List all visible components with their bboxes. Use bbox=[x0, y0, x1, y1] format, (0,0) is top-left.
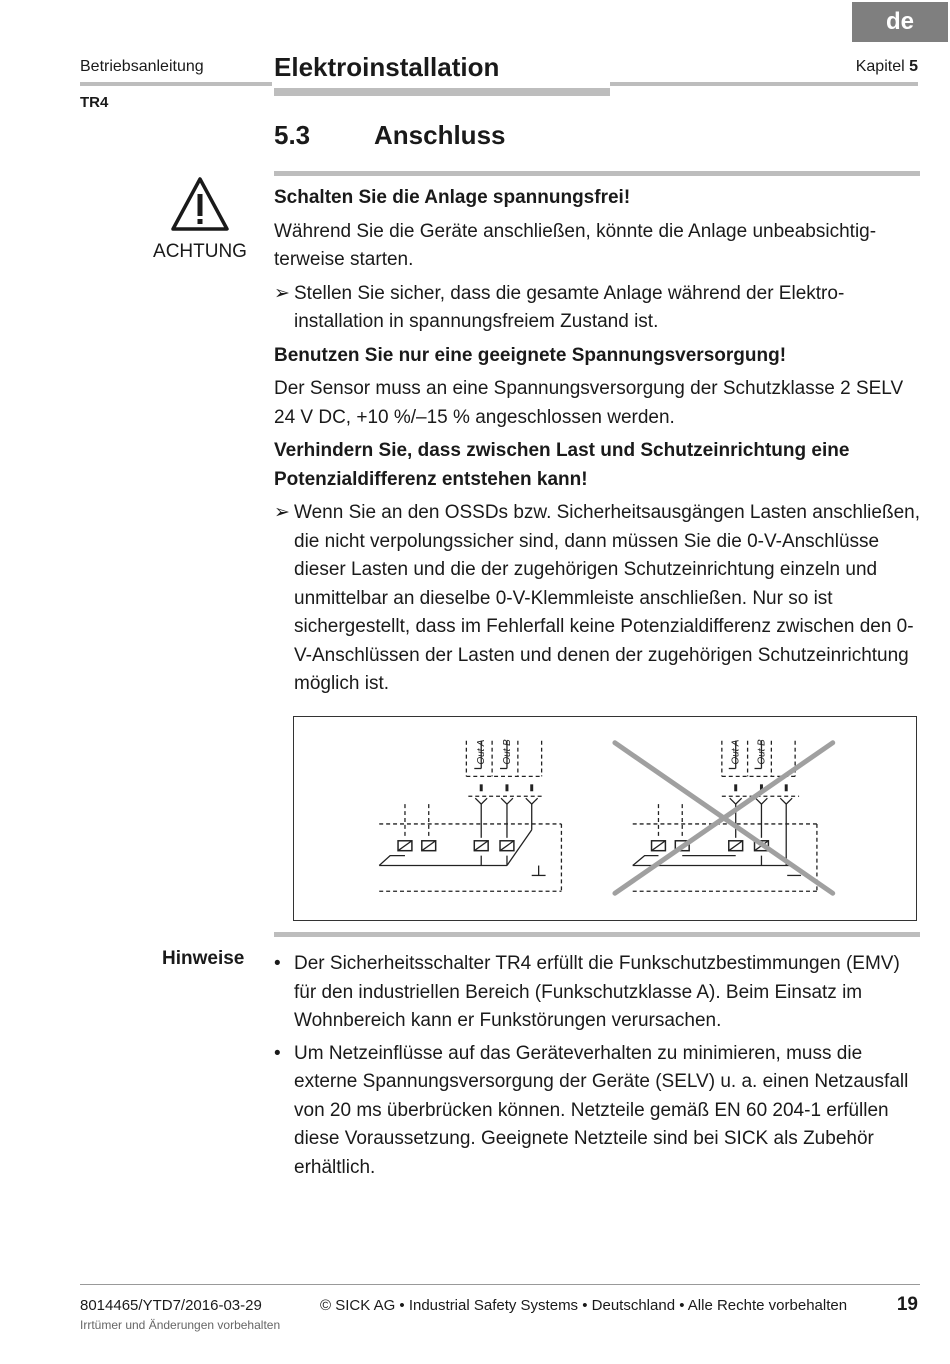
out-a-label-right: Out A bbox=[730, 739, 742, 765]
note-text: Um Netzeinflüsse auf das Geräteverhalten zu minimieren, muss die externe Spannungsversorgung der Geräte (SELV) u. a. einen Netzausfall von 20 ms überbrücken können. Netzteile gemäß EN 60 204-1 erfüllen diese Voraussetzung. Geeignete Netzteile sind bei SICK als Zubehör erhältlich. bbox=[294, 1042, 909, 1178]
section-number: 5.3 bbox=[274, 120, 311, 150]
footer-rule bbox=[80, 1284, 920, 1285]
header-chapter bbox=[856, 58, 918, 76]
chapter-label: Kapitel bbox=[855, 58, 905, 75]
step-text: Stellen Sie sicher, dass die gesamte Anlage während der Elektroinstallation in spannungsfreiem Zustand ist. bbox=[294, 282, 845, 332]
step-ossd-loads bbox=[274, 499, 920, 699]
warning-content bbox=[274, 184, 920, 704]
para-power-supply: Der Sensor muss an eine Spannungsversorgung der Schutzklasse 2 SELV 24 V DC, +10 %/–15 % angeschlossen werden. bbox=[274, 378, 904, 428]
footer-disclaimer: Irrtümer und Änderungen vorbehalten bbox=[80, 1318, 281, 1332]
footer-doc-id: 8014465/YTD7/2016-03-29 bbox=[80, 1297, 262, 1314]
footer-copyright: © SICK AG • Industrial Safety Systems • Deutschland • Alle Rechte vorbehalten bbox=[320, 1297, 848, 1314]
note-item bbox=[274, 1040, 920, 1183]
bullet-icon: • bbox=[274, 1042, 281, 1064]
header-product: TR4 bbox=[80, 94, 109, 111]
warning-label: ACHTUNG bbox=[153, 241, 247, 262]
notes-rule bbox=[274, 932, 920, 937]
step-arrow-icon: ➢ bbox=[274, 502, 290, 523]
header-title: Elektroinstallation bbox=[274, 52, 500, 82]
bullet-icon: • bbox=[274, 953, 281, 974]
correct-circuit bbox=[379, 741, 561, 892]
heading-potential-difference: Verhindern Sie, dass zwischen Last und Schutzeinrichtung eine Potenzialdifferenz entstehen kann! bbox=[274, 440, 850, 490]
header-rule-right bbox=[610, 82, 918, 86]
cross-out-icon bbox=[615, 743, 833, 894]
out-a-label-left: Out A bbox=[476, 739, 488, 765]
note-item bbox=[274, 950, 920, 1036]
out-b-label-right: Out B bbox=[756, 739, 768, 765]
section-title: Anschluss bbox=[374, 120, 506, 150]
out-b-label-left: Out B bbox=[501, 739, 513, 765]
heading-power-supply: Benutzen Sie nur eine geeignete Spannungsversorgung! bbox=[274, 344, 787, 366]
header-rule-left bbox=[80, 82, 272, 86]
wiring-diagram-svg bbox=[294, 717, 916, 920]
step-arrow-icon: ➢ bbox=[274, 282, 290, 304]
page-number: 19 bbox=[896, 1294, 918, 1315]
language-tab[interactable]: de bbox=[852, 2, 948, 42]
wiring-diagram bbox=[293, 716, 917, 921]
heading-voltage-free: Schalten Sie die Anlage spannungsfrei! bbox=[274, 187, 631, 208]
step-text: Wenn Sie an den OSSDs bzw. Sicherheitsausgängen Lasten anschließen, die nicht verpolungssicher sind, dann müssen Sie die 0-V-Anschlüsse dieser Lasten und die der zugehörigen Schutzeinrichtung einzeln und unmittelbar an dieselbe 0-V-Klemmleiste anschließen. Nur so ist sichergestellt, dass im Fehlerfall keine Potenzialdifferenz zwischen den 0-V-Anschlüssen der Lasten und denen der zugehörigen Schutzeinrichtung möglich ist. bbox=[294, 502, 920, 694]
step-voltage-free bbox=[274, 280, 920, 337]
para-unintended-start: Während Sie die Geräte anschließen, könnte die Anlage unbeabsichtigterweise starten. bbox=[274, 220, 877, 270]
notes-label: Hinweise bbox=[162, 948, 245, 969]
header-rule-title bbox=[274, 88, 610, 96]
header-doc-type: Betriebsanleitung bbox=[80, 58, 204, 75]
notes-list bbox=[274, 950, 920, 1186]
section-rule bbox=[274, 171, 920, 176]
note-text: Der Sicherheitsschalter TR4 erfüllt die Funkschutzbestimmungen (EMV) für den industriellen Bereich (Funkschutzklasse A). Beim Einsatz im Wohnbereich kann er Funkstörungen verursachen. bbox=[294, 953, 900, 1031]
chapter-number: 5 bbox=[909, 58, 918, 75]
warning-triangle-icon bbox=[170, 176, 230, 232]
